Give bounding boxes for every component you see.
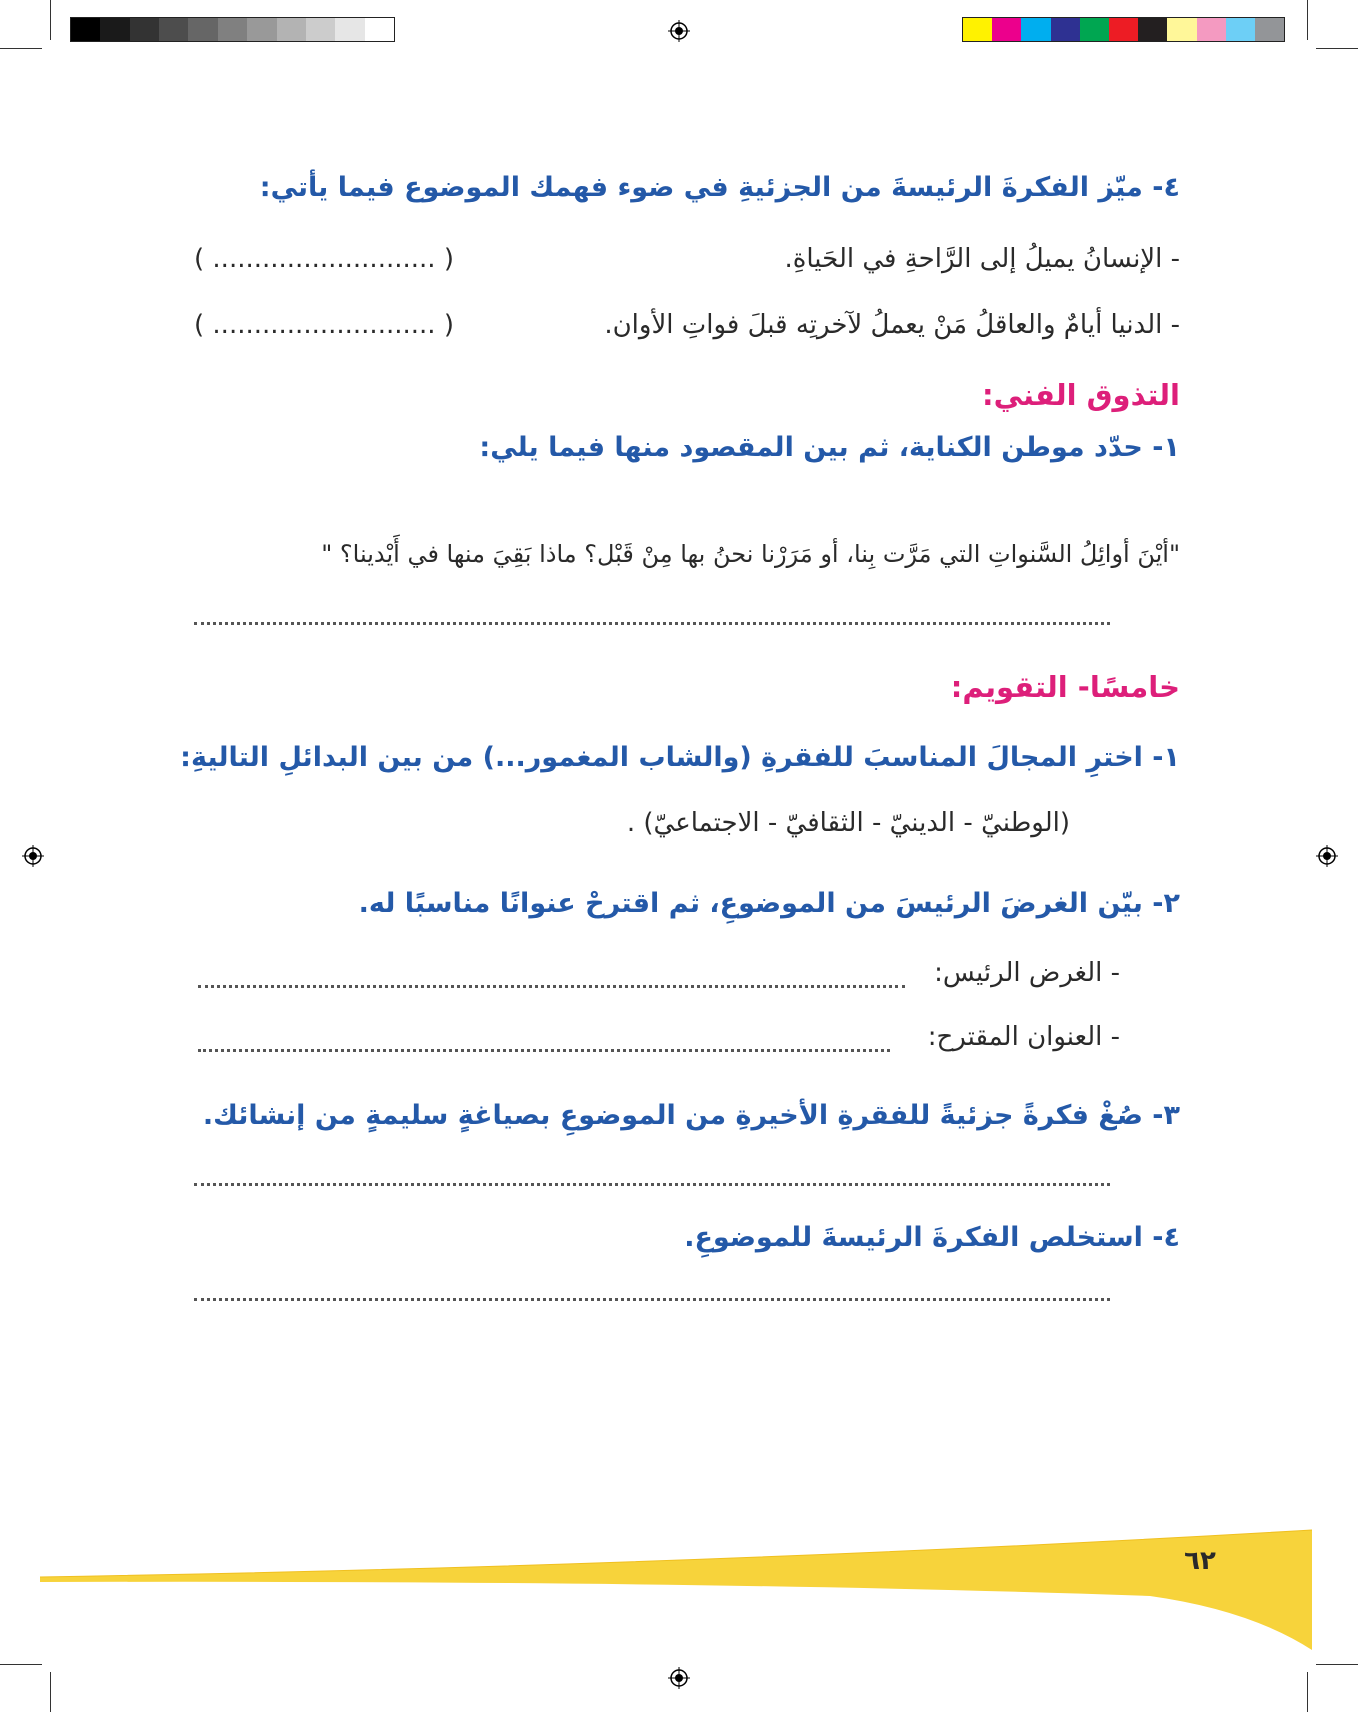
suggested-title-answer-line[interactable] <box>198 1049 890 1052</box>
question-1-metonymy: ١- حدّد موطن الكناية، ثم بين المقصود منها فيما يلي: <box>479 432 1180 463</box>
statement-item-2: - الدنيا أيامٌ والعاقلُ مَنْ يعملُ لآخرتِه قبلَ فواتِ الأوان. <box>604 310 1180 340</box>
crop-mark <box>1307 0 1308 40</box>
crop-mark <box>50 0 51 40</box>
answer-line[interactable] <box>194 1183 1110 1186</box>
swatch <box>71 18 100 41</box>
crop-mark <box>1316 1664 1358 1665</box>
field-main-purpose-label: - الغرض الرئيس: <box>934 958 1120 988</box>
swatch <box>1226 18 1255 41</box>
crop-mark <box>1316 48 1358 49</box>
main-purpose-answer-line[interactable] <box>198 985 905 988</box>
crop-mark <box>0 1664 42 1665</box>
field-suggested-title-label: - العنوان المقترح: <box>927 1022 1120 1052</box>
question-1-options: (الوطنيّ - الدينيّ - الثقافيّ - الاجتماعيّ) . <box>626 808 1070 838</box>
crop-mark <box>0 48 42 49</box>
crop-mark <box>50 1672 51 1712</box>
statement-item-1: - الإنسانُ يميلُ إلى الرَّاحةِ في الحَياةِ. <box>784 244 1180 274</box>
registration-mark-icon <box>1316 845 1338 867</box>
quote-text: "أيْنَ أوائِلُ السَّنواتِ التي مَرَّت بِنا، أو مَرَرْنا نحنُ بها مِنْ قَبْل؟ ماذا بَقِيَ منها في أَيْدينا؟ " <box>321 540 1180 568</box>
question-3-compose-idea: ٣- صُغْ فكرةً جزئيةً للفقرةِ الأخيرةِ من الموضوعِ بصياغةٍ سليمةٍ من إنشائك. <box>202 1100 1180 1131</box>
swatch <box>159 18 188 41</box>
registration-mark-icon <box>22 845 44 867</box>
heading-evaluation: خامسًا- التقويم: <box>950 670 1180 704</box>
answer-line[interactable] <box>194 1298 1110 1301</box>
answer-line[interactable] <box>194 622 1110 625</box>
swatch <box>130 18 159 41</box>
answer-blank-1[interactable]: ( ........................... ) <box>194 244 454 274</box>
answer-blank-2[interactable]: ( ........................... ) <box>194 310 454 340</box>
question-4-main-idea: ٤- استخلص الفكرةَ الرئيسةَ للموضوعِ. <box>684 1222 1180 1253</box>
question-4-distinguish: ٤- ميّز الفكرةَ الرئيسةَ من الجزئيةِ في ضوء فهمك الموضوع فيما يأتي: <box>259 172 1180 203</box>
swatch <box>1255 18 1284 41</box>
question-1-choose-field: ١- اخترِ المجالَ المناسبَ للفقرةِ (والشاب المغمور...) من بين البدائلِ التاليةِ: <box>180 742 1180 773</box>
page-number: ٦٢ <box>1184 1546 1216 1576</box>
heading-artistic-appreciation: التذوق الفني: <box>982 378 1180 412</box>
crop-mark <box>1307 1672 1308 1712</box>
page-content <box>180 0 1180 1712</box>
swatch <box>1197 18 1226 41</box>
question-2-purpose-title: ٢- بيّن الغرضَ الرئيسَ من الموضوعِ، ثم اقترحْ عنوانًا مناسبًا له. <box>358 888 1180 919</box>
swatch <box>100 18 129 41</box>
footer-band <box>0 1500 1358 1660</box>
